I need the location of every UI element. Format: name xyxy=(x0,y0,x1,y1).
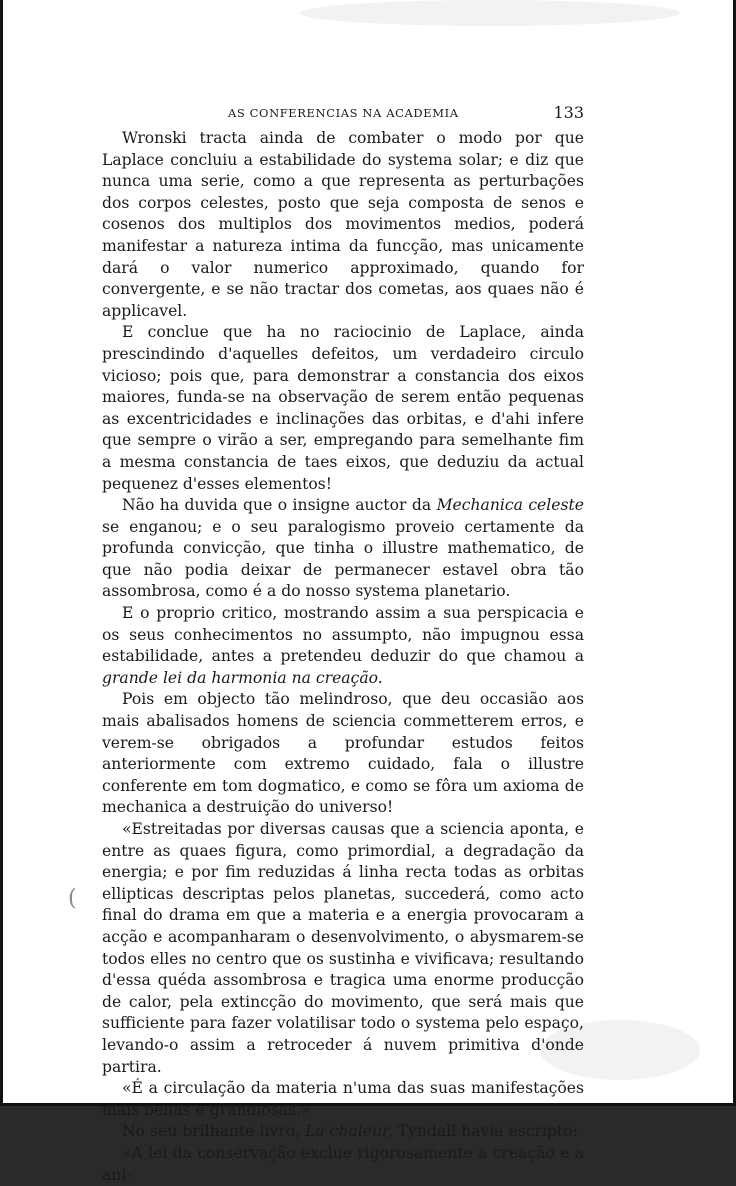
book-page xyxy=(102,90,584,1186)
text-segment: No seu brilhante livro, xyxy=(122,1122,306,1141)
running-header xyxy=(102,90,584,122)
paragraph xyxy=(102,689,584,819)
paragraph xyxy=(102,603,584,689)
paragraph xyxy=(102,819,584,1078)
margin-bracket-mark: ( xyxy=(68,886,77,911)
paper-smudge xyxy=(300,0,680,26)
text-segment: Tyndall havia escripto: xyxy=(392,1122,578,1141)
paragraph xyxy=(102,322,584,495)
paragraph xyxy=(102,1121,584,1143)
text-segment: «A lei da conservação exclue rigorosamente a creação e a ani- xyxy=(102,1143,584,1184)
paragraph xyxy=(102,128,584,322)
italic-text: Mechanica celeste xyxy=(436,496,584,515)
paragraph xyxy=(102,495,584,603)
italic-text: grande lei da harmonia na creação. xyxy=(102,668,383,687)
running-title: AS CONFERENCIAS NA ACADEMIA xyxy=(228,106,459,120)
italic-text: La chaleur, xyxy=(305,1122,393,1141)
text-segment: «Estreitadas por diversas causas que a sciencia aponta, e entre as quaes figura, como primordial, a degradação da energia; e por fim reduzidas á linha recta todas as orbitas ellipticas descriptas pelos planetas, succederá, como acto final do drama em que a materia e a energia provocaram a acção e acompanharam o desenvolvimento, o abysmarem-se todos elles no centro que os sustinha e vivificava; resultando d'essa quéda assombrosa e tragica uma enorme producção de calor, pela extincção do movimento, que será mais que sufficiente para fazer volatilisar todo o systema pelo espaço, levando-o assim a retroceder á nuvem primitiva d'onde partira. xyxy=(102,820,584,1076)
text-segment: Pois em objecto tão melindroso, que deu occasião aos mais abalisados homens de sciencia commetterem erros, e verem-se obrigados a profundar estudos feitos anteriormente com extremo cuidado, fala o illustre conferente em tom dogmatico, e como se fôra um axioma de mechanica a destruição do universo! xyxy=(102,690,584,817)
body-text xyxy=(102,128,584,1186)
paragraph xyxy=(102,1143,584,1186)
text-segment: Wronski tracta ainda de combater o modo por que Laplace concluiu a estabilidade do systema solar; e diz que nunca uma serie, como a que representa as perturbações dos corpos celestes, posto que seja composta de senos e cosenos dos multiplos dos movimentos medios, poderá manifestar a natureza intima da funcção, mas unicamente dará o valor numerico approximado, quando for convergente, e se não tractar dos cometas, aos quaes não é applicavel. xyxy=(102,129,584,320)
text-segment: E o proprio critico, mostrando assim a sua perspicacia e os seus conhecimentos no assumpto, não impugnou essa estabilidade, antes a pretendeu deduzir do que chamou a xyxy=(102,604,584,666)
text-segment: Não ha duvida que o insigne auctor da xyxy=(122,496,437,515)
paragraph xyxy=(102,1078,584,1121)
text-segment: E conclue que ha no raciocinio de Laplace, ainda prescindindo d'aquelles defeitos, um verdadeiro circulo vicioso; pois que, para demonstrar a constancia dos eixos maiores, funda-se na observação de serem então pequenas as excentricidades e inclinações das orbitas, e d'ahi infere que sempre o virão a ser, empregando para semelhante fim a mesma constancia de taes eixos, que deduziu da actual pequenez d'esses elementos! xyxy=(102,323,584,493)
text-segment: «É a circulação da materia n'uma das suas manifestações mais bellas e grandiosas.» xyxy=(102,1079,584,1119)
page-number: 133 xyxy=(553,103,584,122)
text-segment: se enganou; e o seu paralogismo proveio certamente da profunda convicção, que tinha o illustre mathematico, de que não podia deixar de permanecer estavel obra tão assombrosa, como é a do nosso systema planetario. xyxy=(102,517,584,601)
